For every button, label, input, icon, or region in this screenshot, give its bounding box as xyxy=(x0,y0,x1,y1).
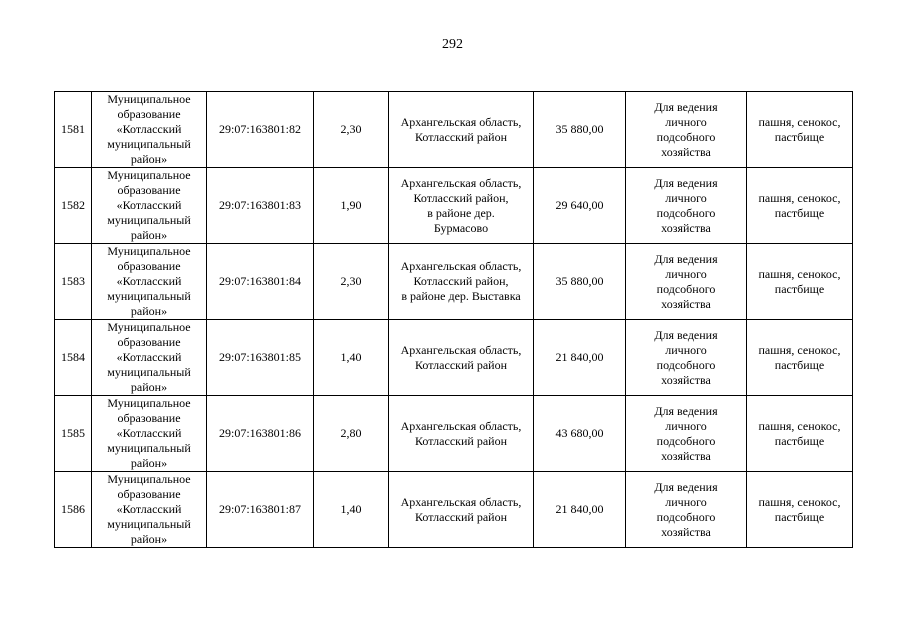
land-use-cell: пашня, сенокос, пастбище xyxy=(747,320,853,396)
purpose-cell: Для ведения личного подсобного хозяйства xyxy=(626,168,747,244)
location-cell: Архангельская область, Котласский район xyxy=(389,472,534,548)
area-cell: 1,40 xyxy=(314,472,389,548)
row-number-cell: 1584 xyxy=(55,320,92,396)
location-cell: Архангельская область, Котласский район, в районе дер. Выставка xyxy=(389,244,534,320)
table-row xyxy=(55,472,853,548)
cadastral-number-cell: 29:07:163801:84 xyxy=(207,244,314,320)
owner-cell: Муниципальное образование «Котласский муниципальный район» xyxy=(92,320,207,396)
row-number-cell: 1585 xyxy=(55,396,92,472)
land-use-cell: пашня, сенокос, пастбище xyxy=(747,168,853,244)
table-row xyxy=(55,320,853,396)
cadastral-number-cell: 29:07:163801:87 xyxy=(207,472,314,548)
row-number-cell: 1586 xyxy=(55,472,92,548)
location-cell: Архангельская область, Котласский район xyxy=(389,396,534,472)
cadastral-number-cell: 29:07:163801:83 xyxy=(207,168,314,244)
price-cell: 35 880,00 xyxy=(534,92,626,168)
table-row xyxy=(55,92,853,168)
area-cell: 2,80 xyxy=(314,396,389,472)
purpose-cell: Для ведения личного подсобного хозяйства xyxy=(626,92,747,168)
price-cell: 29 640,00 xyxy=(534,168,626,244)
table-row xyxy=(55,168,853,244)
owner-cell: Муниципальное образование «Котласский муниципальный район» xyxy=(92,168,207,244)
land-registry-table xyxy=(54,91,853,548)
location-cell: Архангельская область, Котласский район xyxy=(389,92,534,168)
area-cell: 2,30 xyxy=(314,92,389,168)
cadastral-number-cell: 29:07:163801:82 xyxy=(207,92,314,168)
price-cell: 21 840,00 xyxy=(534,320,626,396)
owner-cell: Муниципальное образование «Котласский муниципальный район» xyxy=(92,472,207,548)
area-cell: 2,30 xyxy=(314,244,389,320)
price-cell: 35 880,00 xyxy=(534,244,626,320)
owner-cell: Муниципальное образование «Котласский муниципальный район» xyxy=(92,396,207,472)
cadastral-number-cell: 29:07:163801:85 xyxy=(207,320,314,396)
purpose-cell: Для ведения личного подсобного хозяйства xyxy=(626,396,747,472)
area-cell: 1,40 xyxy=(314,320,389,396)
purpose-cell: Для ведения личного подсобного хозяйства xyxy=(626,320,747,396)
purpose-cell: Для ведения личного подсобного хозяйства xyxy=(626,472,747,548)
land-use-cell: пашня, сенокос, пастбище xyxy=(747,244,853,320)
owner-cell: Муниципальное образование «Котласский муниципальный район» xyxy=(92,244,207,320)
land-use-cell: пашня, сенокос, пастбище xyxy=(747,396,853,472)
purpose-cell: Для ведения личного подсобного хозяйства xyxy=(626,244,747,320)
table-row xyxy=(55,244,853,320)
land-use-cell: пашня, сенокос, пастбище xyxy=(747,472,853,548)
row-number-cell: 1583 xyxy=(55,244,92,320)
land-use-cell: пашня, сенокос, пастбище xyxy=(747,92,853,168)
row-number-cell: 1581 xyxy=(55,92,92,168)
table-row xyxy=(55,396,853,472)
price-cell: 43 680,00 xyxy=(534,396,626,472)
area-cell: 1,90 xyxy=(314,168,389,244)
row-number-cell: 1582 xyxy=(55,168,92,244)
owner-cell: Муниципальное образование «Котласский муниципальный район» xyxy=(92,92,207,168)
cadastral-number-cell: 29:07:163801:86 xyxy=(207,396,314,472)
location-cell: Архангельская область, Котласский район xyxy=(389,320,534,396)
page-number: 292 xyxy=(442,37,463,52)
location-cell: Архангельская область, Котласский район, в районе дер. Бурмасово xyxy=(389,168,534,244)
price-cell: 21 840,00 xyxy=(534,472,626,548)
